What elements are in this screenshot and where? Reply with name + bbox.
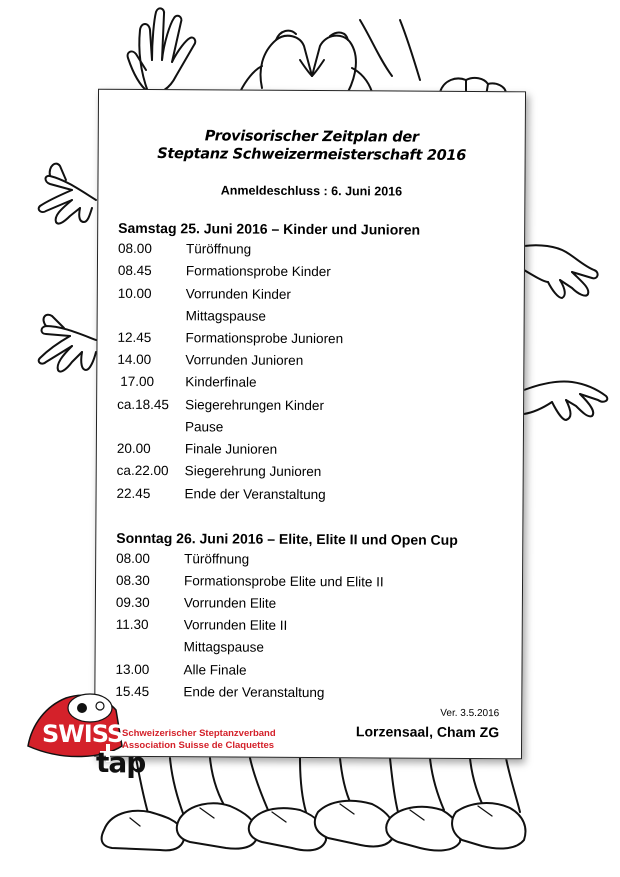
- version-label: Ver. 3.5.2016: [440, 707, 500, 720]
- logo-org-german: Schweizerischer Steptanzverband: [122, 728, 276, 739]
- row-time: 08.30: [115, 572, 150, 589]
- row-event: Ende der Veranstaltung: [184, 486, 326, 503]
- title-line-1: Provisorischer Zeitplan der: [204, 128, 419, 146]
- row-event: Mittagspause: [183, 639, 264, 655]
- schedule-sheet: [94, 89, 526, 760]
- saturday-heading: Samstag 25. Juni 2016 – Kinder und Junioren: [118, 219, 421, 238]
- row-event: Vorrunden Elite II: [183, 617, 288, 633]
- row-time: 09.30: [115, 594, 150, 611]
- row-event: Vorrunden Junioren: [185, 352, 304, 368]
- row-time: ca.18.45: [117, 396, 169, 413]
- logo-tap-text: tap: [96, 746, 146, 779]
- row-event: Türöffnung: [186, 241, 252, 257]
- row-time: 08.00: [118, 240, 152, 257]
- raised-hand-icon: [128, 8, 196, 93]
- swisstap-logo: [24, 684, 294, 784]
- tap-shoes-icon: [102, 801, 526, 851]
- row-time: 17.00: [120, 373, 155, 390]
- title-line-2: Steptanz Schweizermeisterschaft 2016: [157, 146, 467, 164]
- row-event: Mittagspause: [185, 308, 267, 324]
- row-time: 12.45: [117, 329, 152, 346]
- open-hand-left-icon: [39, 315, 96, 372]
- registration-deadline: Anmeldeschluss : 6. Juni 2016: [220, 183, 403, 199]
- open-hand-right-icon: [524, 245, 598, 298]
- row-event: Vorrunden Elite: [183, 595, 277, 611]
- row-event: Formationsprobe Kinder: [185, 263, 331, 280]
- open-hand-right-lower-icon: [524, 381, 607, 420]
- row-event: Kinderfinale: [185, 374, 257, 390]
- row-event: Türöffnung: [184, 551, 250, 567]
- heart-hands-icon: [240, 31, 372, 92]
- row-time: ca.22.00: [116, 462, 169, 479]
- row-event: Finale Junioren: [184, 441, 278, 457]
- logo-org-french: Association Suisse de Claquettes: [122, 740, 275, 751]
- sunday-heading: Sonntag 26. Juni 2016 – Elite, Elite II und Open Cup: [116, 529, 458, 548]
- row-event: Alle Finale: [183, 662, 247, 678]
- row-time: 22.45: [116, 485, 151, 502]
- row-event: Siegerehrung Junioren: [184, 463, 322, 480]
- row-time: 20.00: [116, 440, 151, 457]
- row-event: Siegerehrungen Kinder: [185, 397, 325, 414]
- row-time: 14.00: [117, 351, 152, 368]
- venue-label: Lorzensaal, Cham ZG: [355, 723, 500, 741]
- row-time: 08.00: [116, 550, 151, 567]
- row-event: Pause: [184, 419, 224, 435]
- logo-swiss-text: SWISS: [42, 720, 124, 748]
- row-event: Formationsprobe Junioren: [185, 330, 344, 347]
- row-time: 08.45: [117, 262, 152, 279]
- row-time: 15.45: [115, 683, 150, 700]
- row-event: Ende der Veranstaltung: [183, 684, 325, 701]
- row-time: 10.00: [117, 285, 152, 302]
- row-time: 13.00: [115, 661, 150, 678]
- row-event: Vorrunden Kinder: [185, 286, 291, 302]
- row-event: Formationsprobe Elite und Elite II: [183, 573, 384, 590]
- reaching-hand-left-icon: [39, 164, 96, 224]
- row-time: 11.30: [115, 616, 149, 633]
